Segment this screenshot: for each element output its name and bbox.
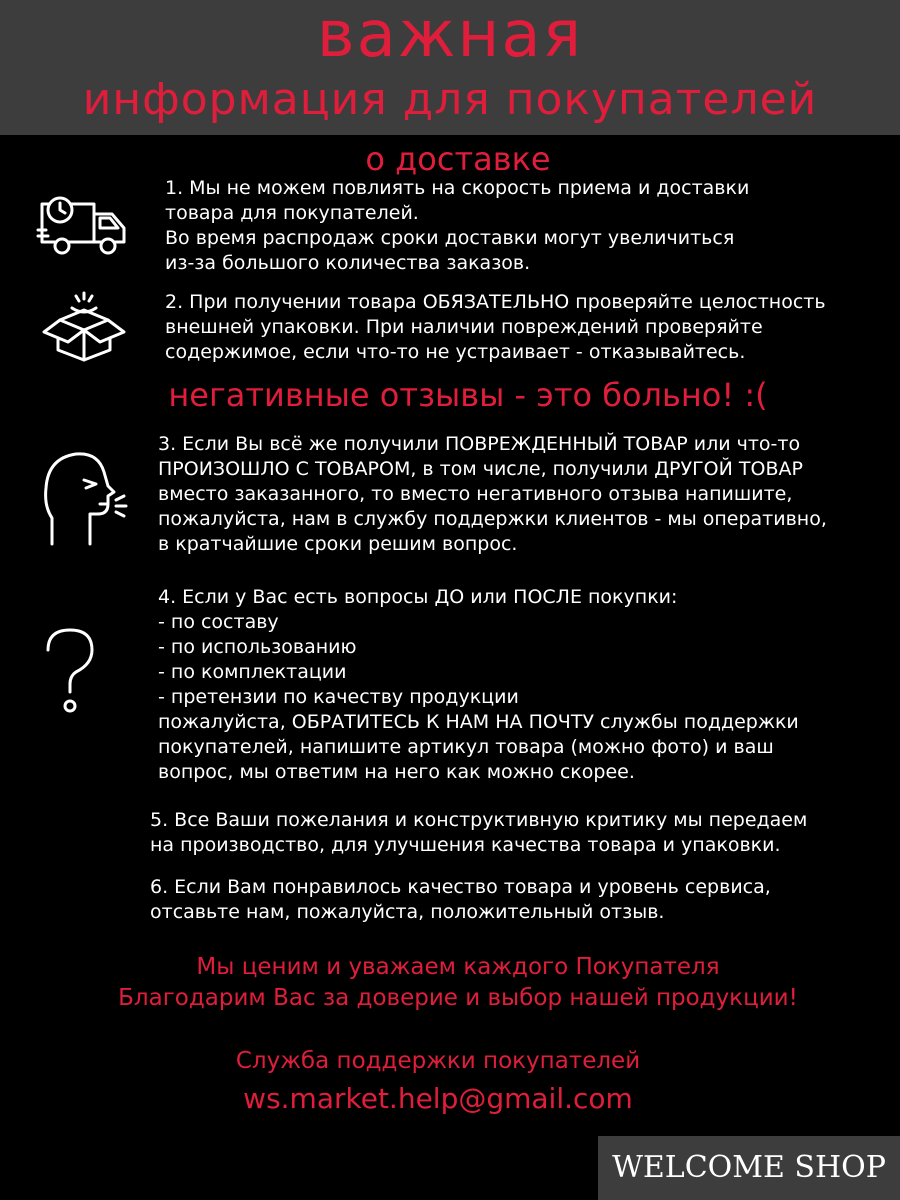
text-line: вместо заказанного, то вместо негативного отзыва напишите, (158, 483, 793, 505)
negative-section-title: негативные отзывы - это больно! :( (168, 376, 768, 414)
text-line: вопрос, мы ответим на него как можно скорее. (158, 761, 635, 783)
delivery-item-2 (165, 290, 826, 365)
text-line: Во время распродаж сроки доставки могут увеличиться (165, 227, 735, 249)
negative-item-5 (150, 808, 807, 858)
negative-item-4 (158, 585, 799, 785)
text-line: в кратчайшие сроки решим вопрос. (158, 533, 518, 555)
text-line: содержимое, если что-то не устраивает - отказывайтесь. (165, 341, 746, 363)
text-line: внешней упаковки. При наличии повреждений проверяйте (165, 316, 763, 338)
header-banner (0, 0, 900, 135)
text-line: 3. Если Вы всё же получили ПОВРЕЖДЕННЫЙ ТОВАР или что-то (158, 433, 801, 455)
text-line: 4. Если у Вас есть вопросы ДО или ПОСЛЕ покупки: (158, 586, 678, 608)
text-line: покупателей, напишите артикул товара (можно фото) и ваш (158, 736, 774, 758)
question-mark-icon (40, 626, 100, 718)
text-line: товара для покупателей. (165, 202, 419, 224)
text-line: пожалуйста, нам в службу поддержки клиентов - мы оперативно, (158, 508, 827, 530)
negative-item-3 (158, 432, 827, 557)
text-line: - по комплектации (158, 661, 347, 683)
open-box-icon (36, 290, 132, 362)
text-line: 6. Если Вам понравилось качество товара и уровень сервиса, (150, 876, 771, 898)
text-line: ПРОИЗОШЛО С ТОВАРОМ, в том числе, получили ДРУГОЙ ТОВАР (158, 458, 803, 480)
page-title: важная (316, 0, 584, 72)
closing-line-2: Благодарим Вас за доверие и выбор нашей продукции! (118, 985, 798, 1011)
text-line: 1. Мы не можем повлиять на скорость приема и доставки (165, 177, 750, 199)
text-line: 5. Все Ваши пожелания и конструктивную критику мы передаем (150, 809, 808, 831)
text-line: - по использованию (158, 636, 357, 658)
text-line: на производство, для улучшения качества товара и упаковки. (150, 834, 781, 856)
text-line: отсавьте нам, пожалуйста, положительный отзыв. (150, 901, 665, 923)
text-line: пожалуйста, ОБРАТИТЕСЬ К НАМ НА ПОЧТУ службы поддержки (158, 711, 799, 733)
delivery-truck-icon (36, 190, 132, 258)
delivery-section-title: о доставке (365, 140, 551, 178)
text-line: 2. При получении товара ОБЯЗАТЕЛЬНО проверяйте целостность (165, 291, 826, 313)
text-line: - претензии по качеству продукции (158, 686, 519, 708)
negative-item-6 (150, 875, 771, 925)
delivery-item-1 (165, 176, 749, 276)
brand-box (598, 1136, 900, 1200)
closing-line-1: Мы ценим и уважаем каждого Покупателя (196, 954, 720, 980)
page-subtitle: информация для покупателей (82, 74, 818, 125)
support-email[interactable]: ws.market.help@gmail.com (243, 1082, 633, 1115)
brand-logo: WELCOME SHOP (612, 1150, 886, 1185)
talking-head-icon (40, 448, 130, 548)
text-line: из-за большого количества заказов. (165, 252, 531, 274)
support-label: Служба поддержки покупателей (235, 1048, 641, 1074)
text-line: - по составу (158, 611, 279, 633)
